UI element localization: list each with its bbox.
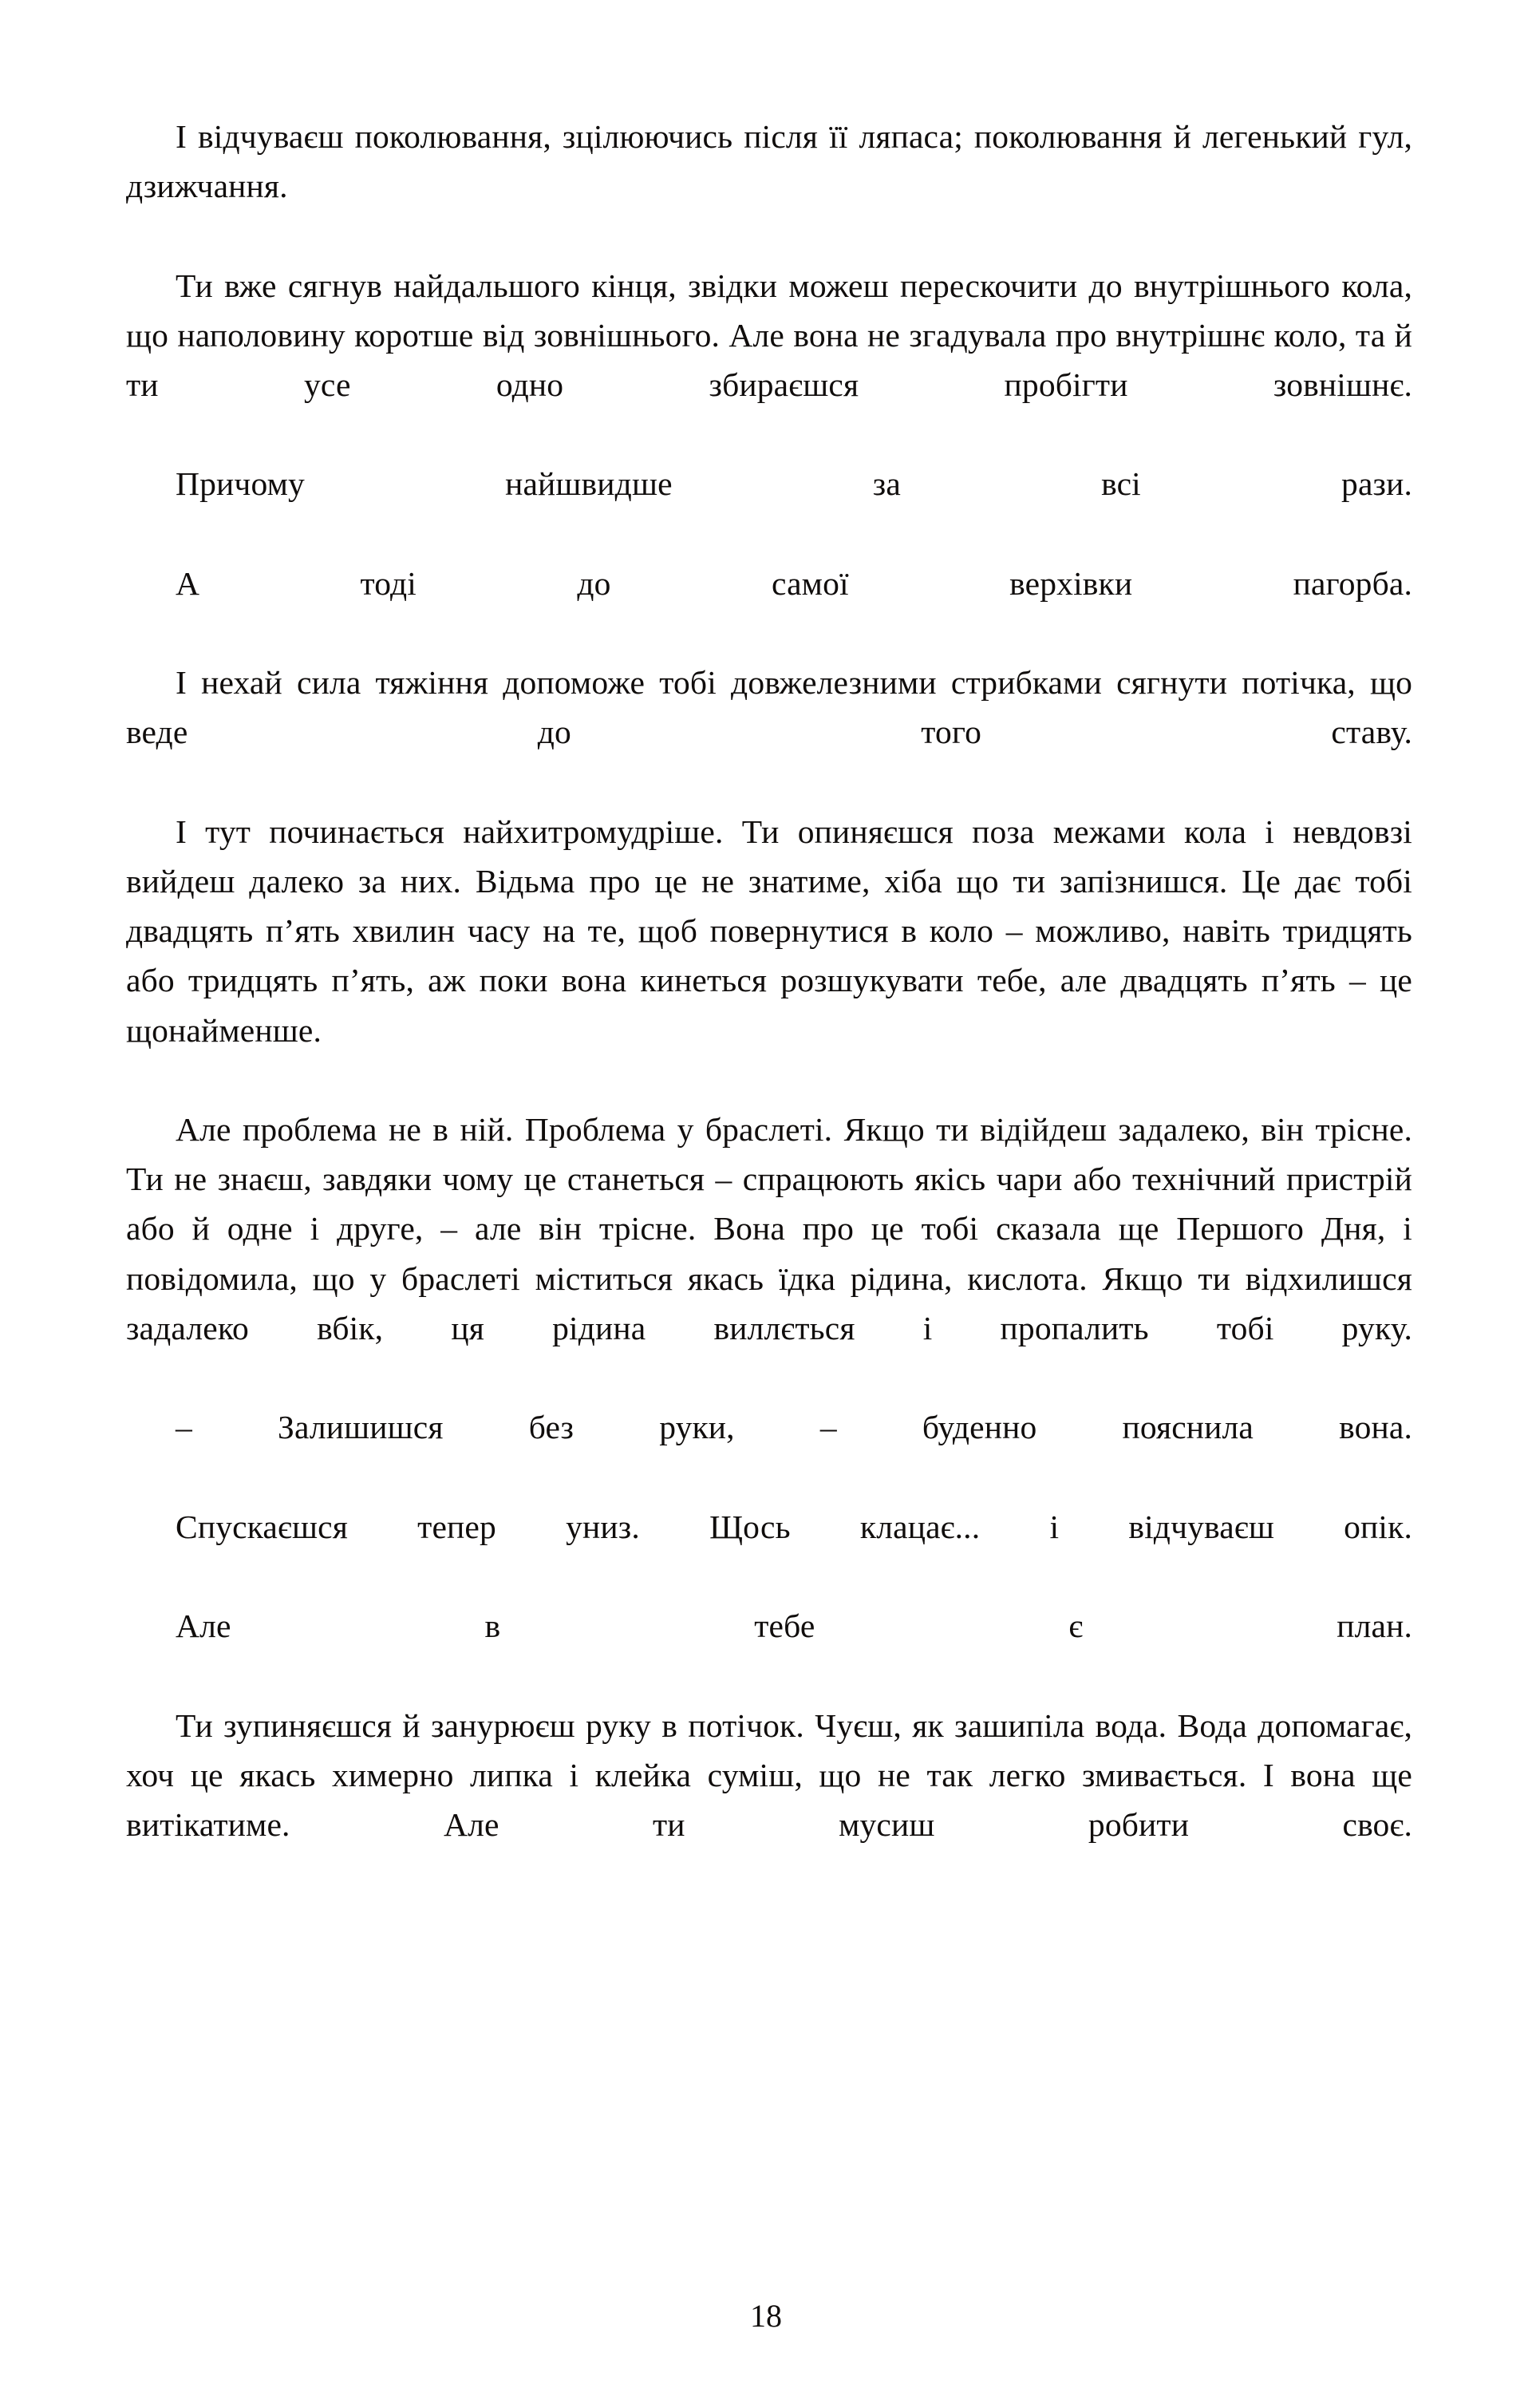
paragraph: І відчуваєш поколювання, зцілюючись після її ляпаса; поколювання й легенький гул, дзижчання. <box>126 118 1412 205</box>
paragraph: – Залишишся без руки, – буденно пояснила вона. <box>176 1409 1412 1446</box>
paragraph: Причому найшвидше за всі рази. <box>176 465 1412 503</box>
paragraph: І тут починається найхитромудріше. Ти опиняєшся поза межами кола і невдовзі вийдеш далеко за них. Відьма про це не знатиме, хіба що ти запізнишся. Це дає тобі двадцять п’ять хвилин часу на те, щоб повернутися в коло – можливо, навіть тридцять або тридцять п’ять, аж поки вона кинеться розшукувати тебе, але двадцять п’ять – це щонайменше. <box>126 813 1412 1049</box>
body-text-block <box>126 112 1412 1899</box>
paragraph: Ти зупиняєшся й занурюєш руку в потічок. Чуєш, як зашипіла вода. Вода допомагає, хоч це якась химерно липка і клейка суміш, що не так легко змивається. І вона ще витікатиме. Але ти мусиш робити своє. <box>126 1706 1412 1843</box>
paragraph: Але в тебе є план. <box>176 1607 1412 1645</box>
paragraph: А тоді до самої верхівки пагорба. <box>176 564 1412 602</box>
paragraph: Але проблема не в ній. Проблема у браслеті. Якщо ти відійдеш задалеко, він трісне. Ти не знаєш, завдяки чому це станеться – спрацюють якісь чари або технічний пристрій або й одне і друге, – але він трісне. Вона про це тобі сказала ще Першого Дня, і повідомила, що у браслеті міститься якась їдка рідина, кислота. Якщо ти відхилишся задалеко вбік, ця рідина виллється і пропалить тобі руку. <box>126 1111 1412 1346</box>
paragraph: І нехай сила тяжіння допоможе тобі довжелезними стрибками сягнути потічка, що веде до того ставу. <box>126 664 1412 751</box>
paragraph: Ти вже сягнув найдальшого кінця, звідки можеш перескочити до внутрішнього кола, що наполовину коротше від зовнішнього. Але вона не згадувала про внутрішнє коло, та й ти усе одно збираєшся пробігти зовнішнє. <box>126 267 1412 404</box>
page-number: 18 <box>750 2298 782 2334</box>
paragraph: Спускаєшся тепер униз. Щось клацає... і відчуваєш опік. <box>176 1508 1412 1545</box>
